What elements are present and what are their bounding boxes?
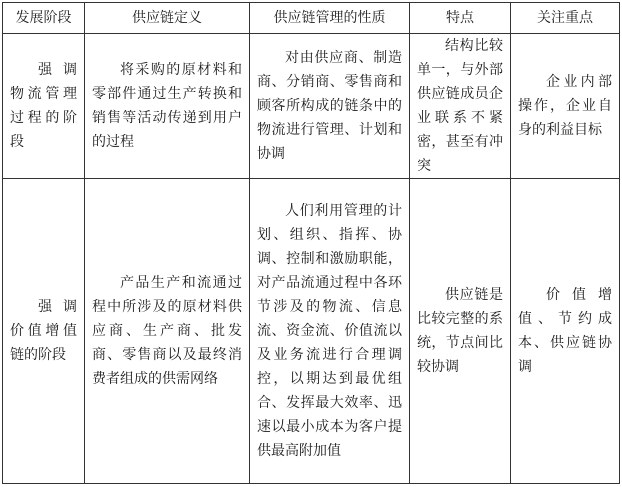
header-focus: 关注重点	[511, 3, 620, 34]
cell-nature	[250, 179, 410, 484]
header-row	[3, 3, 620, 34]
cell-text: 企业内部操作，企业自身的利益目标	[518, 74, 612, 138]
cell-text: 供应链是比较完整的系统，节点间比较协调	[417, 287, 503, 375]
cell-text: 强调价值增值链的阶段	[10, 299, 77, 363]
cell-definition	[85, 179, 250, 484]
cell-stage	[3, 179, 85, 484]
header-stage: 发展阶段	[3, 3, 85, 34]
table-row	[3, 179, 620, 484]
cell-text: 强调物流管理过程的阶段	[10, 62, 77, 150]
cell-text: 对由供应商、制造商、分销商、零售商和顾客所构成的链条中的物流进行管理、计划和协调	[257, 50, 402, 162]
cell-definition	[85, 34, 250, 179]
cell-text: 结构比较单一，与外部供应链成员企业联系不紧密，甚至有冲突	[417, 38, 503, 174]
cell-text: 人们利用管理的计划、组织、指挥、协调、控制和激励职能，对产品流通过程中各环节涉及的物流、信息流、资金流、价值流以及业务流进行合理调控，以期达到最优组合、发挥最大效率、迅速以最小成本为客户提供最高附加值	[257, 203, 402, 459]
cell-focus	[511, 179, 620, 484]
cell-text: 将采购的原材料和零部件通过生产转换和销售等活动传递到用户的过程	[92, 62, 242, 150]
table-row	[3, 34, 620, 179]
cell-stage	[3, 34, 85, 179]
cell-text: 价值增值、节约成本、供应链协调	[518, 287, 612, 375]
header-definition: 供应链定义	[85, 3, 250, 34]
table-body	[3, 34, 620, 484]
header-features: 特点	[410, 3, 511, 34]
cell-focus	[511, 34, 620, 179]
cell-features	[410, 34, 511, 179]
cell-features	[410, 179, 511, 484]
cell-nature	[250, 34, 410, 179]
table-header	[3, 3, 620, 34]
supply-chain-stages-table	[2, 2, 620, 484]
header-nature: 供应链管理的性质	[250, 3, 410, 34]
cell-text: 产品生产和流通过程中所涉及的原材料供应商、生产商、批发商、零售商以及最终消费者组成的供需网络	[92, 275, 242, 387]
